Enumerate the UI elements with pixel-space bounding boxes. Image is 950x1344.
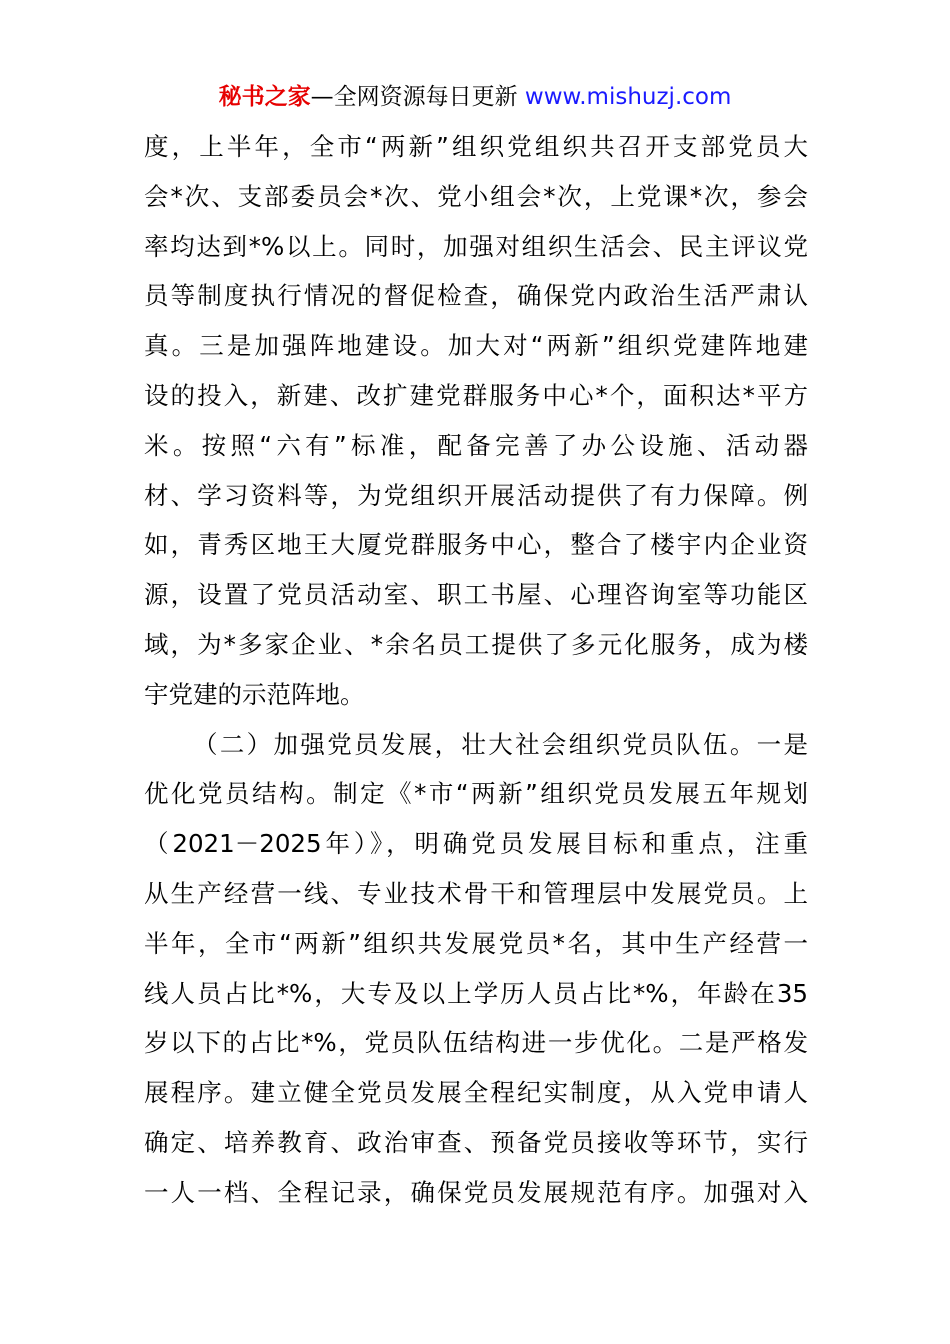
text-line: 优化党员结构。制定《*市“两新”组织党员发展五年规划	[144, 779, 808, 809]
text-line: 域，为*多家企业、*余名员工提供了多元化服务，成为楼	[144, 629, 808, 659]
text-line: 半年，全市“两新”组织共发展党员*名，其中生产经营一	[144, 928, 808, 958]
text-line: （二）加强党员发展，壮大社会组织党员队伍。一是	[193, 729, 808, 759]
paragraph-1	[144, 122, 808, 720]
text-line: 从生产经营一线、专业技术骨干和管理层中发展党员。上	[144, 878, 808, 908]
text-line: 确定、培养教育、政治审查、预备党员接收等环节，实行	[144, 1127, 808, 1157]
text-line: 设的投入，新建、改扩建党群服务中心*个，面积达*平方	[144, 380, 808, 410]
text-line: 真。三是加强阵地建设。加大对“两新”组织党建阵地建	[144, 331, 808, 361]
page-header	[0, 80, 950, 114]
text-line: 会*次、支部委员会*次、党小组会*次，上党课*次，参会	[144, 181, 808, 211]
text-line: 宇党建的示范阵地。	[144, 679, 365, 709]
text-line: 如，青秀区地王大厦党群服务中心，整合了楼宇内企业资	[144, 530, 808, 560]
text-line: 度，上半年，全市“两新”组织党组织共召开支部党员大	[144, 132, 808, 161]
text-line: 展程序。建立健全党员发展全程纪实制度，从入党申请人	[144, 1078, 808, 1108]
text-line: 米。按照“六有”标准，配备完善了办公设施、活动器	[144, 430, 808, 460]
text-line: 岁以下的占比*%，党员队伍结构进一步优化。二是严格发	[144, 1028, 808, 1058]
text-line: 材、学习资料等，为党组织开展活动提供了有力保障。例	[144, 480, 808, 510]
text-line: 员等制度执行情况的督促检查，确保党内政治生活严肃认	[144, 281, 808, 311]
text-line: 率均达到*%以上。同时，加强对组织生活会、民主评议党	[144, 231, 808, 261]
paragraph-2	[144, 720, 808, 1218]
text-line: 源，设置了党员活动室、职工书屋、心理咨询室等功能区	[144, 580, 808, 610]
document-body	[144, 122, 808, 1218]
text-line: 线人员占比*%，大专及以上学历人员占比*%，年龄在35	[144, 978, 808, 1008]
text-line: （2021－2025年）》，明确党员发展目标和重点，注重	[144, 829, 808, 859]
header-url-link[interactable]: www.mishuzj.com	[524, 84, 732, 110]
text-line: 一人一档、全程记录，确保党员发展规范有序。加强对入	[144, 1177, 808, 1207]
header-tagline: —全网资源每日更新	[310, 84, 525, 110]
header-brand: 秘书之家	[218, 84, 311, 110]
